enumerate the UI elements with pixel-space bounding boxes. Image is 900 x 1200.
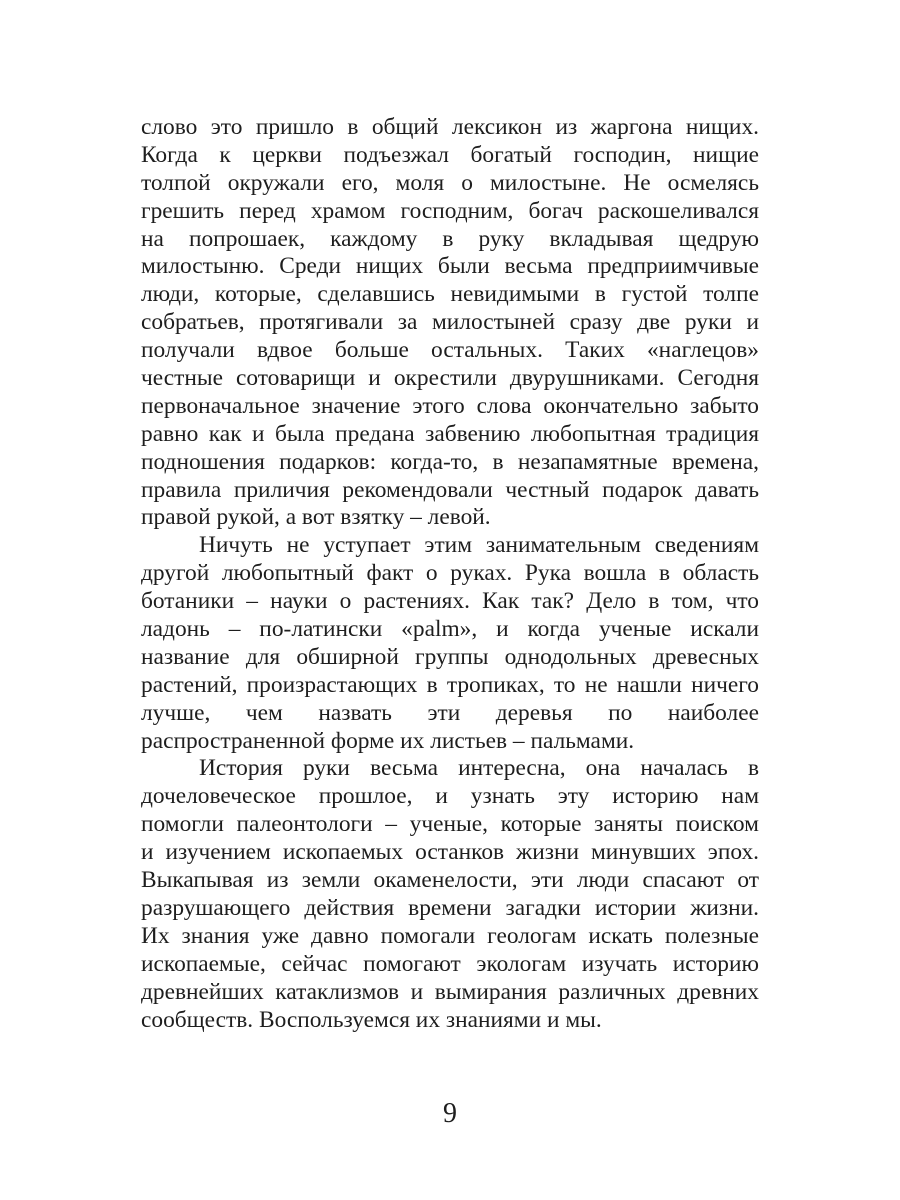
text-line: древнейших катаклизмов и вымирания различных древних bbox=[141, 978, 759, 1005]
text-line: ботаники – науки о растениях. Как так? Дело в том, что bbox=[141, 588, 759, 615]
text-line: на попрошаек, каждому в руку вкладывая щедрую bbox=[141, 225, 759, 252]
text-line: Их знания уже давно помогали геологам искать полезные bbox=[141, 922, 759, 949]
text-line: толпой окружали его, моля о милостыне. Не осмелясь bbox=[141, 169, 759, 196]
text-line: Когда к церкви подъезжал богатый господин, нищие bbox=[141, 141, 759, 168]
text-line: распространенной форме их листьев – пальмами. bbox=[141, 727, 635, 754]
text-line: другой любопытный факт о руках. Рука вошла в область bbox=[141, 560, 759, 587]
text-line: честные сотоварищи и окрестили двурушниками. Сегодня bbox=[141, 365, 759, 392]
body-text bbox=[141, 114, 759, 1034]
page-number: 9 bbox=[443, 1098, 457, 1129]
text-line: правила приличия рекомендовали честный подарок давать bbox=[141, 476, 759, 503]
text-line: люди, которые, сделавшись невидимыми в густой толпе bbox=[141, 281, 759, 308]
text-line: равно как и была предана забвению любопытная традиция bbox=[141, 420, 759, 447]
text-line: разрушающего действия времени загадки истории жизни. bbox=[141, 894, 759, 921]
text-line: подношения подарков: когда-то, в незапамятные времена, bbox=[141, 448, 759, 475]
text-line: История руки весьма интересна, она началась в bbox=[199, 755, 759, 782]
paragraph-2 bbox=[141, 532, 759, 755]
text-line: ладонь – по-латински «palm», и когда ученые искали bbox=[141, 616, 759, 643]
text-line: лучше, чем назвать эти деревья по наиболее bbox=[141, 699, 759, 726]
text-line: и изучением ископаемых останков жизни минувших эпох. bbox=[141, 839, 759, 866]
text-line: милостыню. Среди нищих были весьма предприимчивые bbox=[141, 253, 759, 280]
text-line: помогли палеонтологи – ученые, которые заняты поиском bbox=[141, 811, 759, 838]
text-line: Выкапывая из земли окаменелости, эти люди спасают от bbox=[141, 867, 759, 894]
text-line: Ничуть не уступает этим занимательным сведениям bbox=[199, 532, 759, 559]
text-line: ископаемые, сейчас помогают экологам изучать историю bbox=[141, 950, 759, 977]
paragraph-1 bbox=[141, 114, 759, 532]
text-line: собратьев, протягивали за милостыней сразу две руки и bbox=[141, 309, 759, 336]
text-line: грешить перед храмом господним, богач раскошеливался bbox=[141, 197, 759, 224]
text-line: получали вдвое больше остальных. Таких «наглецов» bbox=[141, 337, 759, 364]
text-line: первоначальное значение этого слова окончательно забыто bbox=[141, 392, 759, 419]
text-line: слово это пришло в общий лексикон из жаргона нищих. bbox=[141, 114, 759, 140]
text-line: растений, произрастающих в тропиках, то не нашли ничего bbox=[141, 671, 759, 698]
text-line: дочеловеческое прошлое, и узнать эту историю нам bbox=[141, 783, 759, 810]
text-line: сообществ. Воспользуемся их знаниями и мы. bbox=[141, 1006, 602, 1033]
text-line: правой рукой, а вот взятку – левой. bbox=[141, 504, 491, 531]
text-line: название для обширной группы однодольных древесных bbox=[141, 643, 759, 670]
paragraph-3 bbox=[141, 755, 759, 1034]
